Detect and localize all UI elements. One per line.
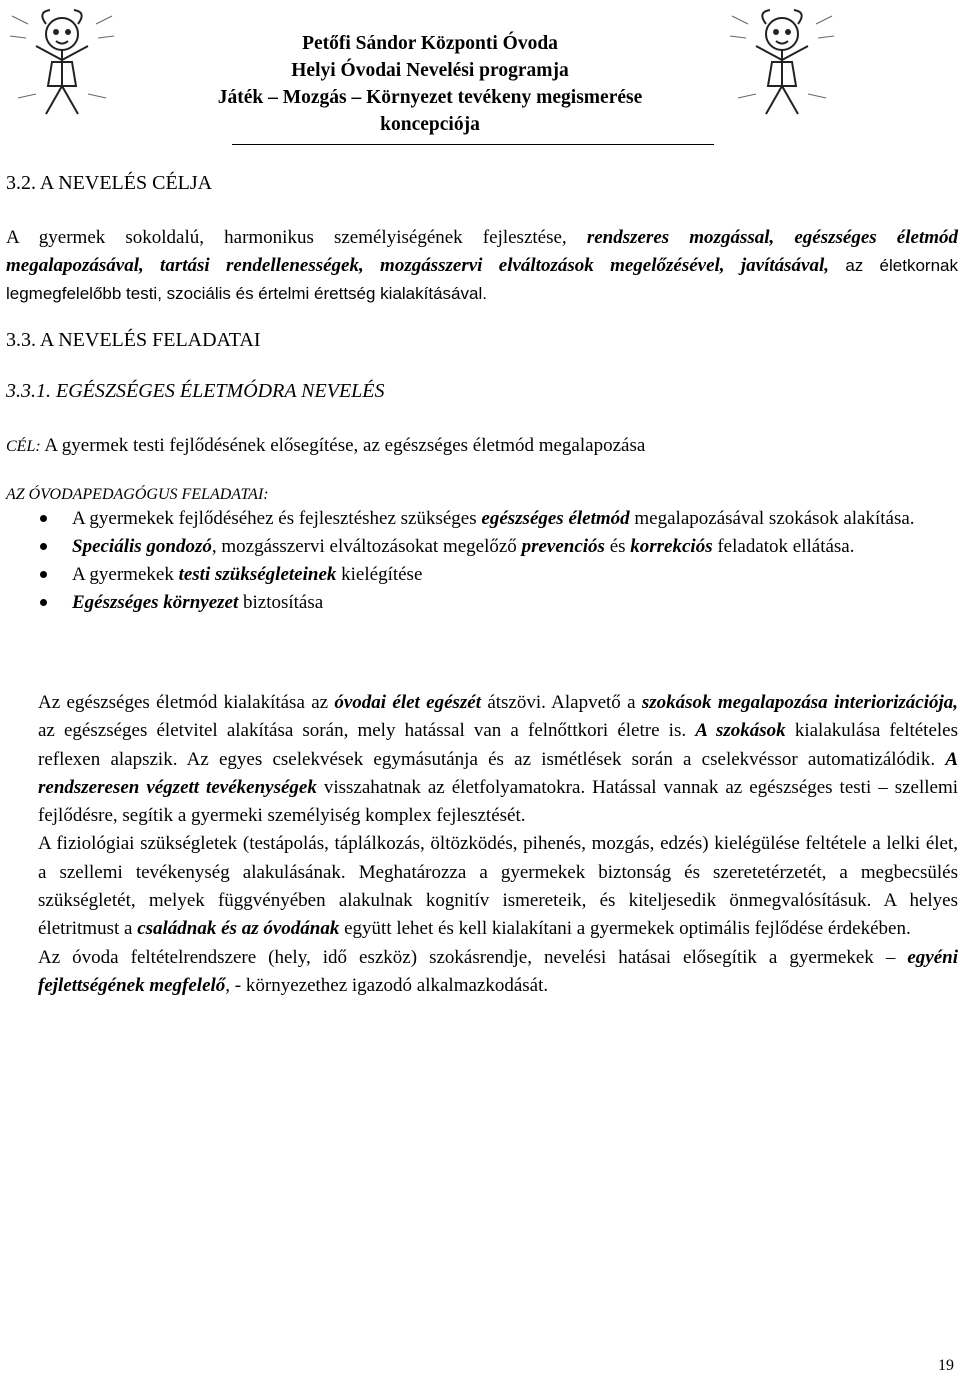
task-3-text-a: A gyermekek (72, 564, 174, 585)
aim-text-c: az életkornak legmegfelelőbb testi, szociális és értelmi érettség kialakításával. (6, 256, 958, 303)
paragraph-2 (38, 830, 958, 943)
p1-text-9: visszahatnak az életfolyamatokra. Hatással vannak az egészséges testi – szellemi fejlődésre, segítik a gyermeki személyiség komplex fejlesztését. (38, 776, 958, 827)
tasks-label (6, 483, 958, 506)
p1-text-4: szokások megalapozása interiorizációja, (641, 692, 958, 713)
tasks-label-text: AZ ÓVODAPEDAGÓGUS FELADATAI: (6, 486, 269, 503)
paragraph-3 (38, 944, 958, 1001)
bullet-icon (40, 515, 47, 522)
header-line-4: koncepciója (380, 114, 480, 135)
p3-text-2: egyéni fejlettségének megfelelő (38, 946, 959, 996)
kindergarten-logo-left (2, 2, 122, 122)
task-4-text-b: biztosítása (242, 592, 324, 613)
section-3-3-1-title: 3.3.1. EGÉSZSÉGES ÉLETMÓDRA NEVELÉS (6, 380, 385, 402)
header-line-1: Petőfi Sándor Központi Óvoda (302, 33, 558, 54)
task-1-text-c: megalapozásával szokások alakítása. (634, 508, 915, 529)
task-1-text-a: A gyermekek fejlődéséhez és fejlesztéshez szükséges (72, 508, 477, 529)
bullet-icon (40, 571, 47, 578)
p2-text-2: családnak és az óvodának (137, 918, 340, 940)
list-item (38, 533, 958, 560)
task-3-text-c: kielégítése (341, 564, 423, 585)
p2-text-3: együtt lehet és kell kialakítani a gyermekek optimális fejlődése érdekében. (344, 918, 911, 940)
task-3-text-b: testi szükségleteinek (178, 564, 337, 585)
p2-text-1: A fiziológiai szükségletek (testápolás, táplálkozás, öltözködés, pihenés, mozgás, edzés) kielégülése feltétele a lelki élet, a szellemi tevékenység alakulásának. Meghatározza a gyermekek biztonság és szeretetérzetét, a megbecsülés szükségletét, melyek függvényében alakulnak kognitív ismereteik, és kiteljesedik önmegvalósításuk. A helyes életritmust a (38, 833, 958, 940)
task-2-text-e: korrekciós (630, 536, 713, 557)
task-2-text-b: , mozgásszervi elváltozásokat megelőző (211, 536, 517, 557)
list-item (38, 505, 958, 532)
section-3-2-paragraph (6, 224, 958, 308)
section-3-3-title: 3.3. A NEVELÉS FELADATAI (6, 329, 261, 351)
task-2-text-c: prevenciós (521, 536, 605, 557)
page-number: 19 (938, 1357, 954, 1374)
goal-text: A gyermek testi fejlődésének elősegítése, az egészséges életmód megalapozása (44, 435, 646, 456)
header-rule (232, 144, 714, 145)
p1-text-7: kialakulása feltételes reflexen alapszik. Az egyes cselekvések egymásutánja és az ismétlések során a cselekvéssor automatizálódik. (38, 720, 958, 770)
p1-text-1: Az egészséges életmód kialakítása az (38, 692, 329, 713)
p3-text-1: Az óvoda feltételrendszere (hely, idő eszköz) szokásrendje, nevelési hatásai elősegítik a gyermekek – (38, 946, 896, 968)
section-3-2-title: 3.2. A NEVELÉS CÉLJA (6, 172, 213, 194)
paragraph-1 (38, 689, 958, 830)
goal-line (6, 433, 958, 460)
p1-text-2: óvodai élet egészét (334, 692, 482, 713)
tasks-list (38, 505, 958, 617)
bullet-icon (40, 543, 47, 550)
task-1-text-b: egészséges életmód (481, 508, 630, 529)
aim-text-b: rendszeres mozgással, egészséges életmód megalapozásával, tartási rendellenességek, mozgásszervi elváltozások megelőzésével, javításával, (6, 227, 959, 276)
aim-text-a: A gyermek sokoldalú, harmonikus személyiségének fejlesztése, (6, 227, 567, 248)
header-line-3: Játék – Mozgás – Környezet tevékeny megismerése (217, 87, 643, 108)
p1-text-5: az egészséges életvitel alakítása során, mely hatással van a felnőttkori életre is. (38, 720, 687, 742)
list-item (38, 561, 958, 588)
list-item (38, 589, 958, 616)
task-2-text-f: feladatok ellátása. (717, 536, 855, 557)
document-header (150, 30, 710, 138)
body-text (38, 689, 958, 1000)
task-2-text-d: és (609, 536, 626, 557)
header-line-2: Helyi Óvodai Nevelési programja (291, 60, 569, 81)
kindergarten-logo-right (722, 2, 842, 122)
p3-text-3: , - környezethez igazodó alkalmazkodását. (225, 974, 549, 996)
p1-text-8: A rendszeresen végzett tevékenységek (38, 748, 958, 798)
task-2-text-a: Speciális gondozó (72, 536, 212, 557)
task-4-text-a: Egészséges környezet (72, 592, 239, 613)
p1-text-3: átszövi. Alapvető a (487, 692, 636, 713)
goal-label: CÉL: (6, 438, 41, 455)
bullet-icon (40, 599, 47, 606)
p1-text-6: A szokások (695, 720, 786, 742)
